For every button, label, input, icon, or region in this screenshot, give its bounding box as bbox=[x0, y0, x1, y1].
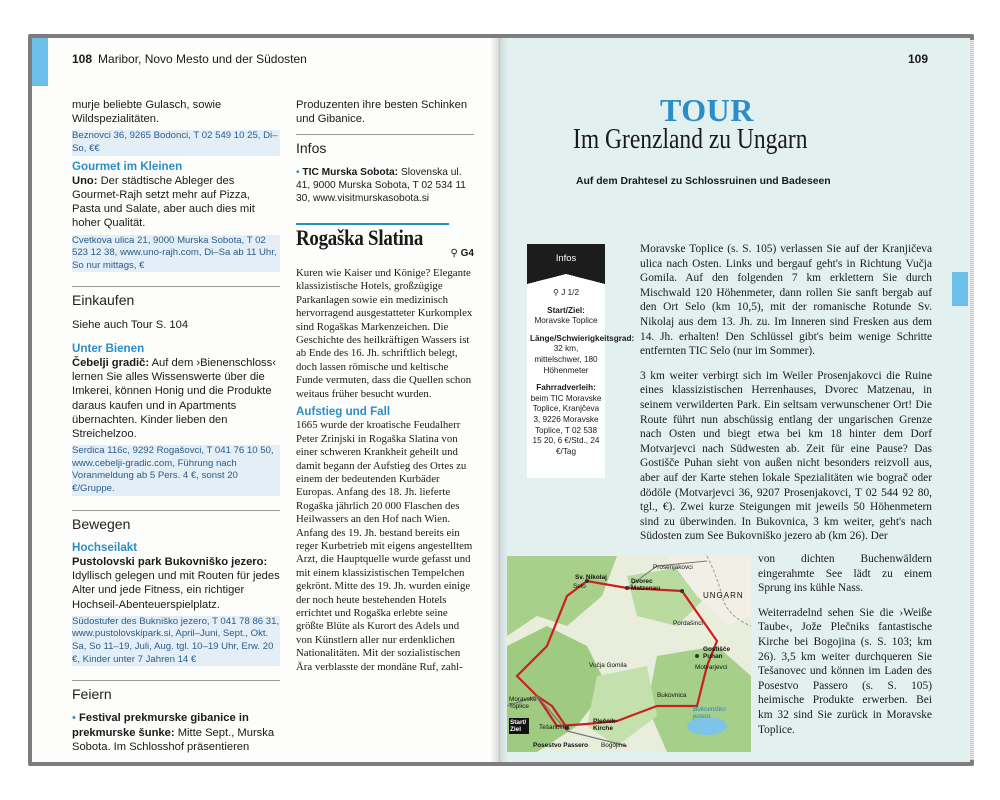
map-label-motvarjevci: Motvarjevci bbox=[695, 664, 728, 671]
left-page-number: 108 bbox=[72, 52, 93, 66]
book-gutter bbox=[490, 38, 508, 762]
park-info: Südostufer des Bukniško jezero, T 041 78 86 31, www.pustolovskipark.si, April–Juni, Sept., Okt. Sa, So 11–19, Juli, Aug. tgl. 10–19 Uhr, Erw. 20 €, Kinder unter 7 Jahren 14 € bbox=[72, 615, 280, 665]
tour-paragraph-1: Moravske Toplice (s. S. 105) verlassen Sie auf der Kranjičeva ulica nach Osten. Links und bergauf geht's in Richtung Vučja Gomila. Auf den folgenden 7 km erklettern Sie durch Mischwald 120 Höhenmeter, dann rollen Sie sanft bergab auf den Ort Selo (km 10,5), mit der romanische Rotunde Sv. Nikolaj aus dem 13. Jh. zu. Im Inneren sind Fresken aus dem 14. Jh. erhalten! Den Schlüssel gibt's beim wenige Schritte entfernten TIC Selo (nur im Sommer). bbox=[640, 243, 932, 358]
map-label-gostisce: Gostišče Puhan bbox=[703, 646, 730, 660]
uno-name: Uno: bbox=[72, 174, 98, 187]
einkaufen-heading: Einkaufen bbox=[72, 286, 280, 307]
right-page-number: 109 bbox=[908, 52, 929, 66]
bienen-text: Auf dem ›Bienenschloss‹ lernen Sie alles Wissenswerte über die Imkerei, können Honig und die Produkte daraus kaufen und in Apartments übernachten. Kinder lieben den Streichelzoo. bbox=[72, 357, 276, 441]
page-edges bbox=[970, 40, 974, 760]
map-label-posestvo: Posestvo Passero bbox=[533, 742, 589, 749]
map-label-moravske: Moravske Toplice bbox=[509, 696, 537, 710]
pin-icon: ⚲ bbox=[552, 288, 559, 297]
left-running-head bbox=[72, 52, 307, 66]
tour-text-main bbox=[640, 242, 932, 548]
aufstieg-text: 1665 wurde der kroatische Feudalherr Peter Zrinjski in Rogaška Slatina von einer schweren Krankheit geheilt und damit begann der Aufstieg des Ortes zu einem der bedeutenden Kurbäder Europas. Anfang des 18. Jh. lieferte Rogaška jährlich 20 000 Flaschen des Heilwassers an den Hof nach Wien. Anfang des 19. Jh. bestand bereits ein reger Kurbetrieb mit eigens angestelltem Arzt, die Hauptquelle wurde gefasst und mit einem klassizistischen Tempelchen gekrönt. Mitte des 19. Jh. wurden einige der noch heute bestehenden Hotels errichtet und Rogaška erlebte seine größte Blüte als Kurort des Adels und von Künstlern aller nur erdenklichen Nationalitäten. Mit der sozialistischen Ära verblasste der mondäne Ruf, zahl- bbox=[296, 419, 473, 673]
tour-infobox bbox=[527, 244, 635, 478]
rogaska-grid-ref: ⚲ G4 bbox=[450, 247, 474, 259]
location-pin-icon: ⚲ bbox=[450, 247, 458, 259]
tour-title: Im Grenzland zu Ungarn bbox=[573, 124, 808, 155]
start-value: Moravske Toplice bbox=[534, 316, 598, 326]
gourmet-heading: Gourmet im Kleinen bbox=[72, 159, 183, 173]
rental-label: Fahrradverleih: bbox=[536, 383, 596, 393]
bienen-heading: Unter Bienen bbox=[72, 341, 145, 355]
rogaska-title: Rogaška Slatina bbox=[296, 223, 449, 245]
map-label-vucja: Vučja Gomila bbox=[589, 662, 627, 669]
map-label-bogojina: Bogojina bbox=[601, 742, 626, 749]
left-column-2 bbox=[296, 98, 474, 678]
hochseil-heading: Hochseilakt bbox=[72, 540, 138, 554]
length-value: 32 km, mittelschwer, 180 Höhenmeter bbox=[534, 344, 598, 375]
rogaska-intro: Kuren wie Kaiser und Könige? Elegante klassizistische Hotels, großzügige Parkanlagen sowie ein medizinisch hervorragend ausgestatteter Kurkomplex sind Rogaškas Markenzeichen. Die Geschichte des heilkräftigen Wassers ist ab Ende des 16. Jh. schriftlich belegt, doch lassen römische und keltische Funde vermuten, dass die Quellen schon weitaus früher besucht wurden. bbox=[296, 267, 473, 400]
tic-info: Slovenska ul. 41, 9000 Murska Sobota, T 02 534 11 30, www.visitmurskasobota.si bbox=[296, 166, 466, 204]
tour-text-side bbox=[758, 552, 932, 741]
feiern-heading: Feiern bbox=[72, 680, 280, 701]
uno-info: Cvetkova ulica 21, 9000 Murska Sobota, T 02 523 12 38, www.uno-rajh.com, Di–Sa ab 11 Uhr, So nur mittags, € bbox=[72, 235, 280, 273]
length-label: Länge/Schwierigkeitsgrad: bbox=[530, 333, 635, 343]
map-label-start: Start/ Ziel bbox=[509, 718, 529, 734]
festival-bullet: • bbox=[72, 712, 76, 725]
map-label-tesanovec: Tešanovec bbox=[539, 724, 570, 731]
bewegen-heading: Bewegen bbox=[72, 510, 280, 531]
tour-label: TOUR bbox=[660, 92, 754, 128]
map-label-plecnik: Plečnik-Kirche bbox=[593, 718, 618, 732]
map-label-ungarn: UNGARN bbox=[703, 591, 744, 600]
map-label-pordasinci: Pordašinci bbox=[673, 620, 703, 627]
tour-paragraph-2-cont: von dichten Buchenwäldern eingerahmte See lädt zu einem Sprung ins kühle Nass. bbox=[758, 553, 932, 595]
park-text: Idyllisch gelegen und mit Routen für jedes Alter und jede Fitness, ein richtiger Hochseil-Abenteuerspielplatz. bbox=[72, 570, 280, 611]
map-label-prosenjakovci: Prosenjakovci bbox=[653, 564, 693, 571]
thumb-tab-right bbox=[952, 272, 968, 306]
col2-top-text: Produzenten ihre besten Schinken und Gibanice. bbox=[296, 99, 468, 126]
thumb-tab-left bbox=[32, 38, 48, 86]
tic-bullet: • bbox=[296, 166, 300, 178]
bienen-info: Serdica 116c, 9292 Rogašovci, T 041 76 10 50, www.cebelji-gradic.com, Führung nach Voranmeldung ab 5 Pers. 4 €, sonst 20 €/Gruppe. bbox=[72, 445, 280, 495]
rental-value: beim TIC Moravske Toplice, Kranjčeva 3, 9226 Moravske Toplice, T 02 538 15 20, 6 €/Std., 24 €/Tag bbox=[530, 393, 602, 456]
map-label-dvorec: Dvorec Matzenau bbox=[631, 578, 661, 592]
tour-paragraph-3: Weiterradelnd sehen Sie die ›Weiße Taube‹, Jože Plečniks fantastische Kirche bei Bogojina (s. S. 103; km 26). 3,5 km weiter durchqueren Sie Tešanovec und können im Laden des Posestvo Passero (s. S. 105) heimische Produkte erwerben. Bei km 32 sind Sie zurück in Moravske Toplice. bbox=[758, 606, 932, 736]
tic-name: TIC Murska Sobota: bbox=[302, 166, 399, 178]
aufstieg-heading: Aufstieg und Fall bbox=[296, 405, 391, 419]
tour-subtitle: Auf dem Drahtesel zu Schlossruinen und Badeseen bbox=[576, 176, 831, 187]
start-label: Start/Ziel: bbox=[547, 305, 585, 315]
left-column-1 bbox=[72, 98, 280, 758]
park-name: Pustolovski park Bukovniško jezero: bbox=[72, 556, 268, 568]
map-label-bukovnisko: Bukovniško jezero bbox=[693, 706, 726, 720]
tour-map bbox=[507, 556, 751, 752]
intro-info: Beznovci 36, 9265 Bodonci, T 02 549 10 25, Di–So, €€ bbox=[72, 130, 280, 155]
infos-heading: Infos bbox=[296, 134, 474, 155]
festival-text: Mitte Sept., Murska Sobota. Im Schlosshof präsentieren bbox=[72, 726, 275, 753]
tour-paragraph-2: 3 km weiter verbirgt sich im Weiler Prosenjakovci die Ruine eines klassizistischen Herrenhauses, Dvorec Matzenau, in seinem verwilderten Park. Ein seltsam verwunschener Ort! Die Route führt nun abschüssig entlang der ungarischen Grenze nach Osten und biegt etwa bei km 18 hinter dem Dorf Motvarjevci nach Südwesten ab. Zeit für eine Pause? Das Gostišče Puhan sieht von außen nicht besonders reizvoll aus, aber auf der Karte stehen lokale Spezialitäten wie bograč oder dödöle (Motvarjevci 36, 9207 Prosenjakovci, T 02 544 92 80, tgl., €). Zwei kurze Steigungen mit jeweils 50 Höhenmetern sind zu überwinden. In Bukovnica, 3 km weiter, geht's nach Südosten zum See Bukovniško jezero ab (km 26). Der bbox=[640, 369, 932, 543]
einkaufen-ref: Siehe auch Tour S. 104 bbox=[72, 318, 189, 331]
bienen-name: Čebelji gradič: bbox=[72, 357, 150, 369]
left-running-title: Maribor, Novo Mesto und der Südosten bbox=[98, 52, 307, 66]
map-label-bukovnica: Bukovnica bbox=[657, 692, 687, 699]
festival-name: Festival prekmurske gibanice in prekmurske šunke: bbox=[72, 712, 249, 739]
uno-text: Der städtische Ableger des Gourmet-Rajh setzt mehr auf Pizza, Pasta und Salate, aber auch dies mit hoher Qualität. bbox=[72, 174, 255, 230]
map-label-selo: Selo bbox=[573, 583, 586, 590]
intro-text: murje beliebte Gulasch, sowie Wildspezialitäten. bbox=[72, 99, 222, 126]
infobox-grid: J 1/2 bbox=[561, 288, 580, 297]
map-label-sv-nikolaj: Sv. Nikolaj bbox=[575, 574, 607, 581]
infobox-heading: Infos bbox=[527, 244, 605, 274]
